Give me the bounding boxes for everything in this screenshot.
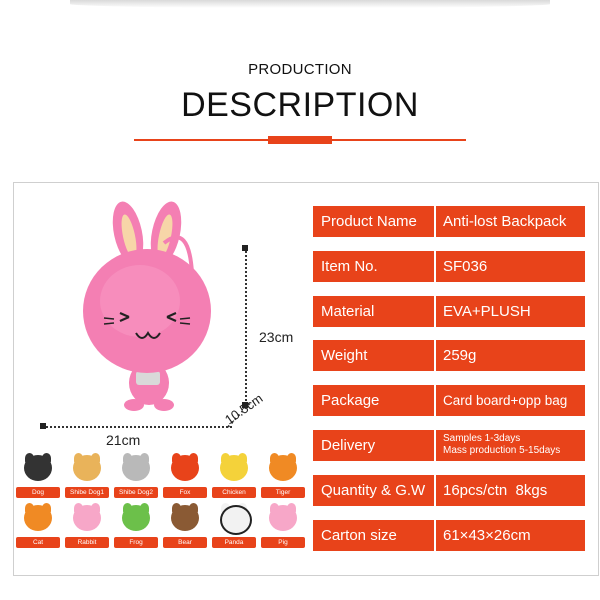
variant-face [73, 455, 101, 481]
depth-label: 10.5cm [222, 390, 266, 428]
section-title: DESCRIPTION [181, 86, 419, 124]
spec-row-weight [313, 340, 585, 371]
variant-face [269, 455, 297, 481]
spec-value: Card board+opp bag [436, 385, 585, 416]
variant-thumbnail [212, 503, 256, 551]
top-shadow [70, 0, 550, 8]
variant-label: Fox [163, 487, 207, 498]
variant-thumbnail [65, 453, 109, 501]
delivery-mass-production: Mass production 5-15days [443, 445, 561, 456]
variant-thumbnail [16, 453, 60, 501]
spec-row-delivery [313, 430, 585, 461]
spec-key: Quantity & G.W [313, 475, 434, 506]
variant-label: Tiger [261, 487, 305, 498]
spec-row-material [313, 296, 585, 327]
variant-face [269, 505, 297, 531]
spec-key: Weight [313, 340, 434, 371]
variant-thumbnail [163, 503, 207, 551]
spec-key: Product Name [313, 206, 434, 237]
spec-value: Anti-lost Backpack [436, 206, 585, 237]
spec-row-product-name [313, 206, 585, 237]
variant-face [171, 505, 199, 531]
variant-face [122, 505, 150, 531]
spec-key: Carton size [313, 520, 434, 551]
product-panel [13, 182, 599, 576]
spec-row-package [313, 385, 585, 416]
variant-label: Panda [212, 537, 256, 548]
spec-key: Package [313, 385, 434, 416]
spec-value: 16pcs/ctn 8kgs [436, 475, 585, 506]
height-dimension-end [242, 245, 248, 251]
width-label: 21cm [106, 432, 141, 448]
variant-thumbnail [261, 453, 305, 501]
variant-face [24, 455, 52, 481]
spec-key: Item No. [313, 251, 434, 282]
variant-face [220, 505, 252, 535]
variant-thumbnail [16, 503, 60, 551]
rabbit-backpack-image [14, 183, 314, 423]
spec-value: 61×43×26cm [436, 520, 585, 551]
spec-value: SF036 [436, 251, 585, 282]
variant-face [73, 505, 101, 531]
width-dimension-end [40, 423, 46, 429]
spec-row-quantity [313, 475, 585, 506]
variant-label: Shibe Dog2 [114, 487, 158, 498]
variant-thumbnail [261, 503, 305, 551]
width-dimension-line [42, 426, 232, 428]
variant-thumbnail [65, 503, 109, 551]
variant-thumbnail [114, 503, 158, 551]
height-dimension-line [245, 247, 247, 405]
variant-thumbnail [163, 453, 207, 501]
delivery-samples: Samples 1-3days [443, 433, 521, 444]
title-divider-accent [268, 136, 332, 144]
variant-label: Pig [261, 537, 305, 548]
variant-label: Rabbit [65, 537, 109, 548]
spec-row-item-no [313, 251, 585, 282]
spec-value: 259g [436, 340, 585, 371]
spec-value: EVA+PLUSH [436, 296, 585, 327]
section-subtitle: PRODUCTION [248, 61, 352, 78]
variant-label: Dog [16, 487, 60, 498]
variant-label: Shibe Dog1 [65, 487, 109, 498]
height-label: 23cm [259, 329, 294, 345]
variant-label: Bear [163, 537, 207, 548]
spec-key: Delivery [313, 430, 434, 461]
variant-label: Chicken [212, 487, 256, 498]
variant-label: Frog [114, 537, 158, 548]
variant-thumbnail [114, 453, 158, 501]
spec-row-carton-size [313, 520, 585, 551]
variant-face [122, 455, 150, 481]
spec-value [436, 430, 585, 461]
variant-face [171, 455, 199, 481]
variant-thumbnail [212, 453, 256, 501]
variant-label: Cat [16, 537, 60, 548]
variant-face [220, 455, 248, 481]
variant-face [24, 505, 52, 531]
spec-key: Material [313, 296, 434, 327]
